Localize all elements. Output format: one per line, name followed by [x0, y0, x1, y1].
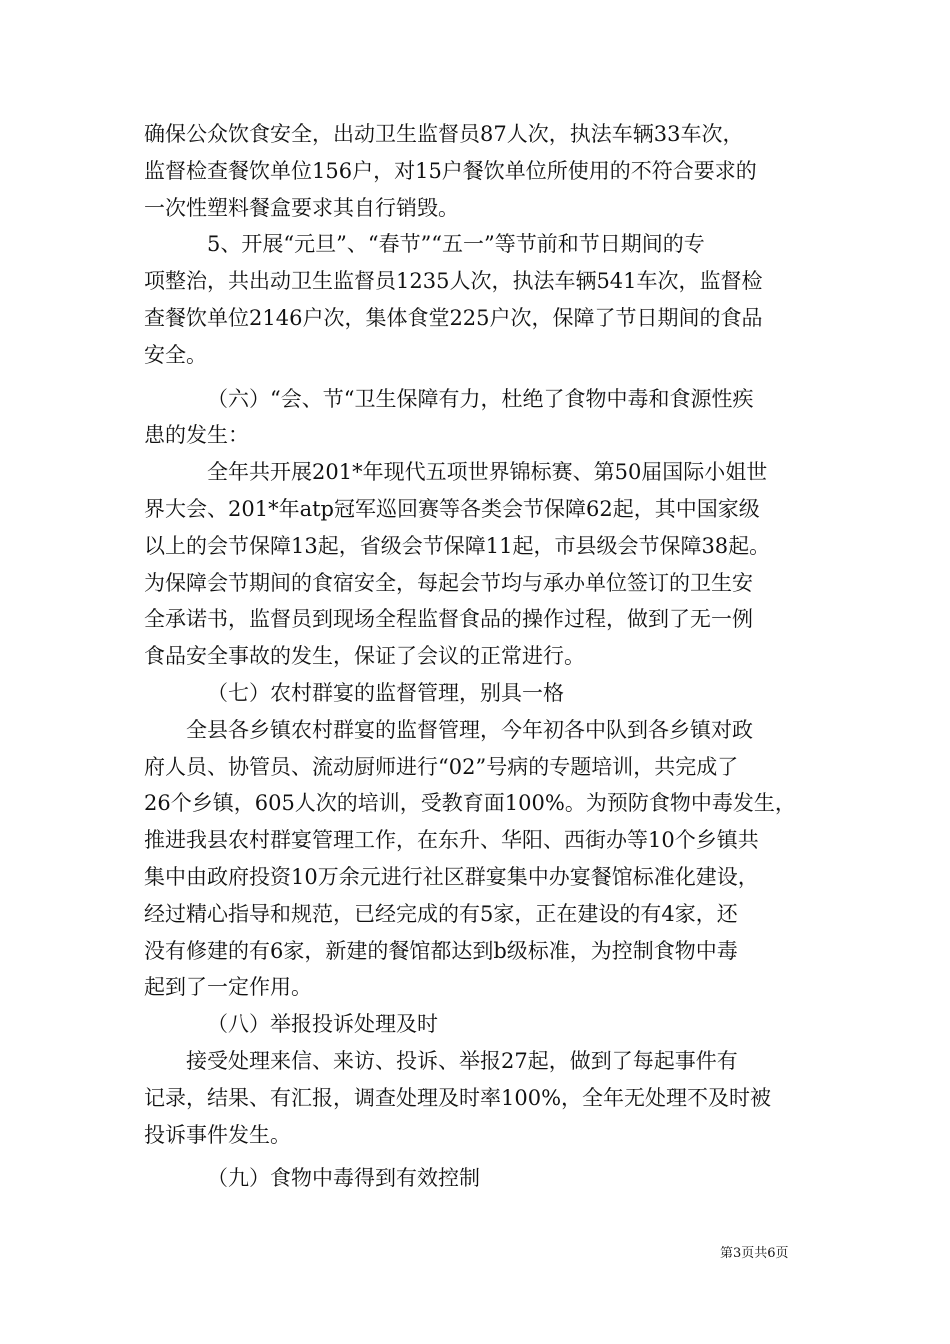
body-line: 界大会、201*年atp冠军巡回赛等各类会节保障62起，其中国家级 — [144, 496, 760, 521]
body-line: 监督检查餐饮单位156户，对15户餐饮单位所使用的不符合要求的 — [144, 158, 757, 183]
body-line: 起到了一定作用。 — [144, 975, 312, 1000]
body-line: 食品安全事故的发生，保证了会议的正常进行。 — [144, 644, 585, 669]
body-line: 查餐饮单位2146户次，集体食堂225户次，保障了节日期间的食品 — [144, 305, 763, 330]
body-line: 为保障会节期间的食宿安全，每起会节均与承办单位签订的卫生安 — [144, 570, 753, 595]
body-line: 一次性塑料餐盒要求其自行销毁。 — [144, 195, 459, 220]
body-line: 26个乡镇，605人次的培训，受教育面100%。为预防食物中毒发生， — [144, 791, 796, 816]
page-number: 第3页共6页 — [720, 1246, 789, 1261]
body-line: 经过精心指导和规范，已经完成的有5家，正在建设的有4家，还 — [144, 901, 738, 926]
body-line: 全年共开展201*年现代五项世界锦标赛、第50届国际小姐世 — [207, 460, 768, 485]
body-line: 记录，结果、有汇报，调查处理及时率100%，全年无处理不及时被 — [144, 1085, 772, 1110]
body-line: 确保公众饮食安全，出动卫生监督员87人次，执法车辆33车次， — [144, 122, 744, 146]
body-line: 集中由政府投资10万余元进行社区群宴集中办宴餐馆标准化建设， — [144, 864, 759, 889]
body-line: 项整治，共出动卫生监督员1235人次，执法车辆541车次，监督检 — [144, 269, 763, 294]
document-body — [144, 116, 816, 1197]
body-line: 安全。 — [144, 342, 207, 367]
body-line: 接受处理来信、来访、投诉、举报27起，做到了每起事件有 — [186, 1048, 738, 1073]
body-line: （六）“会、节“卫生保障有力，杜绝了食物中毒和食源性疾 — [207, 386, 754, 411]
body-line: 没有修建的有6家，新建的餐馆都达到b级标准，为控制食物中毒 — [144, 938, 738, 963]
paragraph-gap — [144, 374, 816, 381]
body-line: 全承诺书，监督员到现场全程监督食品的操作过程，做到了无一例 — [144, 607, 753, 632]
body-line: 以上的会节保障13起，省级会节保障11起，市县级会节保障38起。 — [144, 533, 771, 558]
body-line: 投诉事件发生。 — [144, 1122, 291, 1147]
body-line: 患的发生： — [144, 423, 249, 448]
body-line: （八）举报投诉处理及时 — [207, 1012, 438, 1037]
body-line: 全县各乡镇农村群宴的监督管理，今年初各中队到各乡镇对政 — [186, 717, 753, 742]
paragraph-gap — [144, 1153, 816, 1160]
body-line: （七）农村群宴的监督管理，别具一格 — [207, 680, 564, 705]
body-line: 府人员、协管员、流动厨师进行“02”号病的专题培训，共完成了 — [144, 754, 739, 779]
body-line: 5、开展“元旦”、“春节”“五一”等节前和节日期间的专 — [207, 232, 705, 257]
body-line: 推进我县农村群宴管理工作，在东升、华阳、西街办等10个乡镇共 — [144, 828, 759, 853]
body-line: （九）食物中毒得到有效控制 — [207, 1166, 480, 1191]
